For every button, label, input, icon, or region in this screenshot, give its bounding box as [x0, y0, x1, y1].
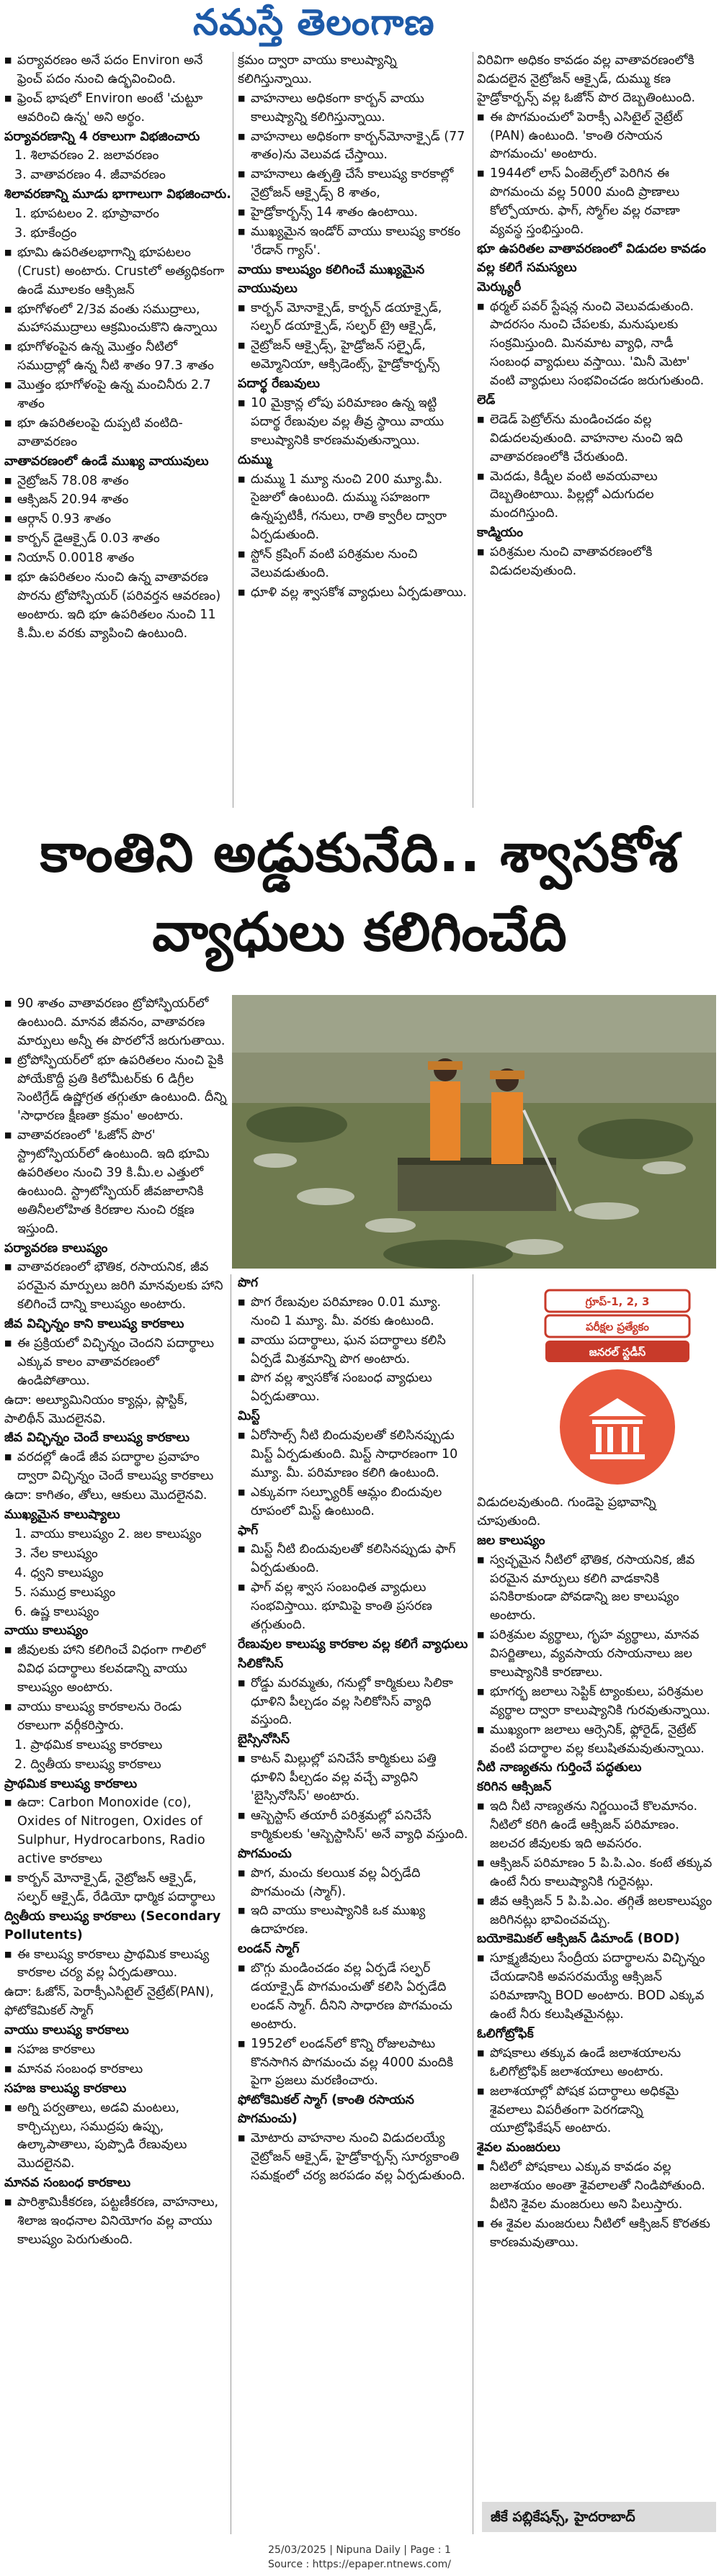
footer-date-line: 25/03/2025 | Nipuna Daily | Page : 1 — [268, 2544, 451, 2556]
paragraph: ఉదా: కాగితం, తోలు, ఆకులు మొదలైనవి. — [4, 1488, 207, 1503]
paragraph: 4. ధ్వని కాలుష్యం — [14, 1565, 104, 1580]
bullet-paragraph: ■ జీవ ఆక్సిజన్ 5 పి.పి.ఎం. తగ్గితే జలకాలుష్యం జరిగినట్లు భావించవచ్చు. — [477, 1893, 715, 1930]
paragraph: 1. వాయు కాలుష్యం 2. జల కాలుష్యం — [14, 1526, 202, 1541]
section-heading: వాయు కాలుష్యం — [4, 1623, 89, 1639]
bullet-paragraph: ■ 10 మైక్రాన్ల లోపు పరిమాణం ఉన్న ఇట్టి పదార్థ రేణువుల వల్ల తీవ్ర స్థాయి వాయు కాలుష్యానికి కారణమవుతున్నాయి. — [238, 395, 468, 451]
section-heading: శిలావరణాన్ని మూడు భాగాలుగా విభజించారు. — [4, 187, 231, 202]
bullet-paragraph: ■ పరిశ్రమల వ్యర్థాలు, గృహ వ్యర్థాలు, మానవ విసర్జితాలు, వ్యవసాయ రసాయనాలు జల కాలుష్యానికి కారణాలు. — [477, 1626, 715, 1683]
section-heading: పర్యావరణాన్ని 4 రకాలుగా విభజించారు — [4, 129, 200, 144]
section-heading: మానవ సంబంధ కారకాలు — [4, 2176, 131, 2191]
bullet-paragraph: ■ వాతావరణంలో భౌతిక, రసాయనిక, జీవ పరమైన మార్పులు జరిగి మానవులకు హాని కలిగించే దాన్ని కాలుష్యం అంటారు. — [4, 1258, 228, 1315]
bullet-paragraph: ■ వాయు పదార్థాలు, ఘన పదార్థాలు కలిసి ఏర్పడే మిశ్రమాన్ని పొగ అంటారు. — [238, 1332, 468, 1369]
section-heading: జీవ విచ్ఛిన్నం కాని కాలుష్య కారకాలు — [4, 1317, 184, 1332]
section-heading: జీవ విచ్ఛిన్నం చెందే కాలుష్య కారకాలు — [4, 1431, 189, 1446]
bullet-paragraph: ■ మానవ సంబంధ కారకాలు — [4, 2061, 228, 2079]
bullet-paragraph: ■ భూమి ఉపరితలభాగాన్ని భూపటలం (Crust) అంటారు. Crustలో అత్యధికంగా ఉండే మూలకం ఆక్సిజన్ — [4, 244, 231, 300]
bullet-paragraph: ■ మిస్ట్ నీటి బిందువులతో కలిసినప్పుడు ఫాగ్ ఏర్పడుతుంది. — [238, 1541, 468, 1578]
river-cleanup-illustration — [232, 995, 716, 1269]
section-heading: బైస్సినోసిస్ — [238, 1732, 290, 1747]
bullet-paragraph: ■ జీవులకు హాని కలిగించే విధంగా గాలిలో వివిధ పదార్థాలు కలవడాన్ని వాయు కాలుష్యం అంటారు. — [4, 1641, 228, 1698]
paragraph: 3. నేల కాలుష్యం — [14, 1546, 98, 1561]
bullet-paragraph: ■ ఈ శైవల మంజరులు నీటిలో ఆక్సిజన్ కొరతకు కారణమవుతాయి. — [477, 2215, 715, 2253]
bullet-paragraph: ■ ఆస్బెస్టాస్ తయారీ పరిశ్రమల్లో పనిచేసే కార్మికులకు 'ఆస్బెస్టాసిస్' అనే వ్యాధి వస్తుంది. — [238, 1807, 468, 1845]
bullet-paragraph: ■ అగ్ని పర్వతాలు, అడవి మంటలు, కార్చిచ్చులు, సముద్రపు ఉప్పు, ఉల్కాపాతాలు, పుప్పొడి రేణువులు మొదలైనవి. — [4, 2099, 228, 2174]
bullet-paragraph: ■ ముఖ్యంగా జలాలు ఆర్సెనిక్, ఫ్లోరైడ్, నైట్రేట్ వంటి పదార్థాల వల్ల కలుషితమవుతున్నాయి. — [477, 1721, 715, 1759]
bullet-paragraph: ■ భూగోళంపైన ఉన్న మొత్తం నీటిలో సముద్రాల్లో ఉన్న నీటి శాతం 97.3 శాతం — [4, 338, 231, 376]
bullet-paragraph: ■ భూ ఉపరితలంపై దుప్పటి వంటిది- వాతావరణం — [4, 415, 231, 452]
bullet-paragraph: ■ కార్బన్ మోనాక్సైడ్, కార్బన్ డయాక్సైడ్, సల్ఫర్ డయాక్సైడ్, సల్ఫర్ ట్రై ఆక్సైడ్, — [238, 300, 468, 337]
bullet-paragraph: ■ ఆర్గాన్ 0.93 శాతం — [4, 510, 231, 529]
paragraph: 1. ప్రాథమిక కాలుష్య కారకాలు — [14, 1737, 163, 1752]
badge-line-1: గ్రూప్-1, 2, 3 — [585, 1295, 650, 1308]
section-heading: సిలికోసిస్ — [238, 1656, 284, 1671]
badge-line-2: పరీక్షల ప్రత్యేకం — [586, 1320, 649, 1333]
section-heading: బయోకెమికల్ ఆక్సిజన్ డిమాండ్ (BOD) — [477, 1932, 680, 1947]
bullet-paragraph: ■ ఎక్కువగా సల్ఫ్యూరిక్ ఆమ్లం బిందువుల రూపంలో మిస్ట్ ఉంటుంది. — [238, 1484, 468, 1521]
bullet-paragraph: ■ రోడ్డు మరమ్మతు, గనుల్లో కార్మికులు సిలికా ధూళిని పీల్చడం వల్ల సిలికోసిస్ వ్యాధి వస్తుంది. — [238, 1675, 468, 1731]
section-heading: పదార్థ రేణువులు — [238, 377, 320, 392]
section-heading: పొగమంచు — [238, 1846, 292, 1861]
bullet-paragraph: ■ దుమ్ము 1 మ్యూ నుంచి 200 మ్యూ.మీ. సైజులో ఉంటుంది. దుమ్ము సహజంగా ఉన్నప్పటికీ, గనులు, రాతి క్వారీల ద్వారా ఏర్పడుతుంది. — [238, 471, 468, 546]
headline-line-2: వ్యాధులు కలిగించేది — [152, 901, 567, 963]
section-heading: శైవల మంజరులు — [477, 2140, 561, 2156]
bullet-paragraph: ■ లెడెడ్ పెట్రోల్‌ను మండించడం వల్ల విడుదలవుతుంది. వాహనాల నుంచి ఇది వాతావరణంలోకి చేరుతుంది. — [477, 411, 715, 467]
section-heading: వాయు కాలుష్యం కలిగించే ముఖ్యమైన వాయువులు — [238, 262, 425, 296]
bullet-paragraph: ■ పొగ వల్ల శ్వాసకోశ సంబంధ వ్యాధులు ఏర్పడుతాయి. — [238, 1369, 468, 1407]
column-3 — [477, 52, 715, 808]
section-heading: నీటి నాణ్యతను గుర్తించే పద్ధతులు — [477, 1760, 642, 1775]
bullet-paragraph: ■ స్వచ్ఛమైన నీటిలో భౌతిక, రసాయనిక, జీవ పరమైన మార్పులు కలిగి వాడకానికి పనికిరాకుండా పోవడాన్ని జల కాలుష్యం అంటారు. — [477, 1552, 715, 1626]
bullet-paragraph: ■ నైట్రోజన్ 78.08 శాతం — [4, 472, 231, 491]
bullet-paragraph: ■ ట్రోపోస్ఫియర్‌లో భూ ఉపరితలం నుంచి పైకి పోయేకొద్దీ ప్రతి కిలోమీటర్‌కు 6 డిగ్రీల సెంటిగ్రేడ్ ఉష్ణోగ్రత తగ్గుతూ ఉంటుంది. దీన్ని 'సాధారణ క్షీణతా క్రమం' అంటారు. — [4, 1052, 228, 1127]
section-heading: ఓలిగోట్రోఫిక్ — [477, 2026, 534, 2041]
bullet-paragraph: ■ పొగ రేణువుల పరిమాణం 0.01 మ్యూ. నుంచి 1 మ్యూ. మీ. వరకు ఉంటుంది. — [238, 1294, 468, 1331]
bullet-paragraph: ■ నైట్రోజన్ ఆక్సైడ్స్, హైడ్రోజన్ సల్ఫైడ్, అమ్మోనియా, ఆక్సిడెంట్స్, హైడ్రోకార్బన్స్ — [238, 337, 468, 374]
bullet-paragraph: ■ భూగర్భ జలాలు సెప్టిక్ ట్యాంకులు, పరిశ్రమల వ్యర్థాల ద్వారా కాలుష్యానికి గురవుతున్నాయి. — [477, 1683, 715, 1721]
section-heading: సహజ కాలుష్య కారకాలు — [4, 2081, 127, 2096]
bullet-paragraph: ■ భూ ఉపరితలం నుంచి ఉన్న వాతావరణ పొరను ట్రోపోస్ఫియర్ (పరివర్తన ఆవరణం) అంటారు. ఇది భూ ఉపరితలం నుంచి 11 కి.మీ.ల వరకు వ్యాపించి ఉంటుంది. — [4, 569, 231, 644]
page-footer — [0, 2543, 719, 2572]
column-1 — [4, 52, 231, 808]
section-heading: ఫాగ్ — [238, 1523, 259, 1538]
headline-banner — [0, 814, 719, 976]
bullet-paragraph: ■ నియాన్ 0.0018 శాతం — [4, 549, 231, 568]
paragraph: 3. వాతావరణం 4. జీవావరణం — [14, 168, 166, 183]
section-heading: పొగ — [238, 1276, 259, 1290]
bullet-paragraph: ■ సూక్ష్మజీవులు సేంద్రీయ పదార్థాలను విచ్ఛిన్నం చేయడానికి అవసరమయ్యే ఆక్సిజన్ పరిమాణాన్ని BOD అంటారు. BOD ఎక్కువ ఉంటే నీరు కలుషితమైనట్లు. — [477, 1950, 715, 2025]
paragraph: 6. ఉష్ణ కాలుష్యం — [14, 1604, 99, 1619]
bullet-paragraph: ■ ఆక్సిజన్ 20.94 శాతం — [4, 491, 231, 510]
section-heading: రేణువుల కాలుష్య కారకాల వల్ల కలిగే వ్యాధులు — [238, 1636, 468, 1652]
section-heading: జల కాలుష్యం — [477, 1533, 545, 1548]
bullet-paragraph: ■ ఇది వాయు కాలుష్యానికి ఒక ముఖ్య ఉదాహరణ. — [238, 1902, 468, 1940]
paragraph: ఉదా: అల్యూమినియం క్యాన్లు, ప్లాస్టిక్, పాలిథీన్ మొదలైనవి. — [4, 1392, 188, 1426]
headline-line-1: కాంతిని అడ్డుకునేది.. శ్వాసకోశ — [40, 822, 679, 884]
bullet-paragraph: ■ మోటారు వాహనాల నుంచి విడుదలయ్యే నైట్రోజన్ ఆక్సైడ్, హైడ్రోకార్బన్స్ సూర్యకాంతి సమక్షంలో చర్య జరపడం వల్ల ఏర్పడుతుంది. — [238, 2130, 468, 2186]
bullet-paragraph: ■ వాయు కాలుష్య కారకాలను రెండు రకాలుగా వర్గీకరిస్తారు. — [4, 1698, 228, 1736]
bullet-paragraph: ■ స్టోన్ క్రషింగ్ వంటి పరిశ్రమల నుంచి వెలువడుతుంది. — [238, 546, 468, 583]
section-heading: దుమ్ము — [238, 452, 272, 467]
masthead-logo: నమస్తే తెలంగాణ — [193, 1, 435, 43]
bullet-paragraph: ■ బొగ్గు మండించడం వల్ల ఏర్పడే సల్ఫర్ డయాక్సైడ్ పొగమంచుతో కలిసి ఏర్పడేది లండన్ స్మాగ్. దీనిని సాధారణ పొగమంచు అంటారు. — [238, 1960, 468, 2035]
paragraph: విడుదలవుతుంది. గుండెపై ప్రభావాన్ని చూపుతుంది. — [477, 1495, 656, 1528]
publisher-credit: జీకే పబ్లికేషన్స్, హైదరాబాద్ — [482, 2502, 716, 2532]
bullet-paragraph: ■ ముఖ్యమైన ఇండోర్ వాయు కాలుష్య కారకం 'రేడాన్ గ్యాస్'. — [238, 223, 468, 261]
bullet-paragraph: ■ ఫ్రెంచ్ భాషలో Environ అంటే 'చుట్టూ ఆవరించి ఉన్న' అని అర్థం. — [4, 90, 231, 127]
paragraph: 1. భూపటలం 2. భూప్రావారం — [14, 207, 159, 222]
bullet-paragraph: ■ ఫాగ్ వల్ల శ్వాస సంబంధిత వ్యాధులు సంభవిస్తాయి. భూమిపై కాంతి ప్రసరణ తగ్గుతుంది. — [238, 1579, 468, 1635]
section-heading: భూ ఉపరితల వాతావరణంలో విడుదల కావడం వల్ల కలిగే సమస్యలు — [477, 241, 706, 275]
bullet-paragraph: ■ వరదల్లో ఉండే జీవ పదార్థాల ప్రవాహం ద్వారా విచ్ఛిన్నం చెందే కాలుష్య కారకాలు — [4, 1449, 228, 1486]
paragraph: 5. సముద్ర కాలుష్యం — [14, 1585, 116, 1600]
section-heading: కరిగిన ఆక్సిజన్ — [477, 1780, 552, 1795]
bullet-paragraph: ■ 1952లో లండన్‌లో కొన్ని రోజులపాటు కొనసాగిన పొగమంచు వల్ల 4000 మందికి పైగా ప్రజలు మరణించారు. — [238, 2035, 468, 2091]
bullet-paragraph: ■ వాతావరణంలో 'ఓజోన్ పొర' స్ట్రాటోస్ఫియర్‌లో ఉంటుంది. ఇది భూమి ఉపరితలం నుంచి 39 కి.మీ.ల ఎత్తులో ఉంటుంది. స్ట్రాటోస్ఫియర్ జీవజాలానికి అతినీలలోహిత కిరణాల నుంచి రక్షణ ఇస్తుంది. — [4, 1127, 228, 1238]
bullet-paragraph: ■ పర్యావరణం అనే పదం Environ అనే ఫ్రెంచ్ పదం నుంచి ఉద్భవించింది. — [4, 52, 231, 89]
bullet-paragraph: ■ పరిశ్రమల నుంచి వాతావరణంలోకి విడుదలవుతుంది. — [477, 544, 715, 581]
bullet-paragraph: ■ కార్బన్ మోనాక్సైడ్, నైట్రోజన్ ఆక్సైడ్, సల్ఫర్ ఆక్సైడ్, రేడియో ధార్మిక పదార్థాలు — [4, 1870, 228, 1907]
bullet-paragraph: ■ 90 శాతం వాతావరణం ట్రోపోస్ఫియర్‌లో ఉంటుంది. మానవ జీవనం, వాతావరణ మార్పులు అన్నీ ఈ పొరలోనే జరుగుతాయి. — [4, 995, 228, 1051]
paragraph: 2. ద్వితీయ కాలుష్య కారకాలు — [14, 1757, 161, 1772]
bullet-paragraph: ■ పారిశ్రామికీకరణ, పట్టణీకరణ, వాహనాలు, శిలాజ ఇంధనాల వినియోగం వల్ల వాయు కాలుష్యం పెరుగుతుంది. — [4, 2194, 228, 2250]
section-heading: లెడ్ — [477, 393, 496, 408]
section-heading: ప్రాథమిక కాలుష్య కారకాలు — [4, 1776, 138, 1791]
section-heading: వాతావరణంలో ఉండే ముఖ్య వాయువులు — [4, 454, 209, 469]
column-4 — [4, 995, 228, 2536]
exam-special-badge — [538, 1283, 697, 1488]
footer-source-line: Source : https://epaper.ntnews.com/ — [267, 2559, 452, 2570]
bullet-paragraph: ■ మొత్తం భూగోళంపై ఉన్న మంచినీరు 2.7 శాతం — [4, 377, 231, 414]
column-2 — [238, 52, 468, 808]
paragraph: క్రమం ద్వారా వాయు కాలుష్యాన్ని కలిగిస్తున్నాయి. — [238, 53, 397, 86]
paragraph: విరివిగా అధికం కావడం వల్ల వాతావరణంలోకి విడుదలైన నైట్రోజన్ ఆక్సైడ్, దుమ్ము కణ హైడ్రోకార్బన్స్ వల్ల ఓజోన్ పొర దెబ్బతింటుంది. — [477, 53, 696, 105]
bullet-paragraph: ■ ఈ ప్రక్రియలో విచ్ఛిన్నం చెందని పదార్థాలు ఎక్కువ కాలం వాతావరణంలో ఉండిపోతాయి. — [4, 1335, 228, 1391]
badge-line-3: జనరల్ స్టడీస్ — [589, 1346, 646, 1359]
bullet-paragraph: ■ ఇది నీటి నాణ్యతను నిర్ణయించే కొలమానం. నీటిలో కరిగి ఉండే ఆక్సిజన్ పరిమాణం. జలచర జీవులకు ఇది అవసరం. — [477, 1798, 715, 1854]
bullet-paragraph: ■ హైడ్రోకార్బన్స్ 14 శాతం ఉంటాయి. — [238, 204, 468, 222]
bullet-paragraph: ■ కార్బన్ డైఆక్సైడ్ 0.03 శాతం — [4, 530, 231, 549]
section-heading: లండన్ స్మాగ్ — [238, 1942, 300, 1957]
bullet-paragraph: ■ ఈ పొగమంచులో పెరాక్సీ ఎసిటైల్ నైట్రేట్ (PAN) ఉంటుంది. 'కాంతి రసాయన పొగమంచు' అంటారు. — [477, 109, 715, 165]
government-building-icon — [538, 1283, 697, 1488]
section-heading: కాడ్మియం — [477, 526, 524, 541]
bullet-paragraph: ■ నీటిలో పోషకాలు ఎక్కువ కావడం వల్ల జలాశయం అంతా శైవలాలతో నిండిపోతుంది. వీటిని శైవల మంజరులు అని పిలుస్తారు. — [477, 2158, 715, 2215]
bullet-paragraph: ■ థర్మల్ పవర్ స్టేషన్ల నుంచి వెలువడుతుంది. పాదరసం నుంచి చేపలకు, మనుషులకు సంక్రమిస్తుంది. మినమాట వ్యాధి, నాడీ సంబంధ వ్యాధులు వస్తాయి. 'మినీ మెటా' వంటి వ్యాధులు సంభవించడం జరుగుతుంది. — [477, 298, 715, 391]
bullet-paragraph: ■ ఆక్సిజన్ పరిమాణం 5 పి.పి.ఎం. కంటే తక్కువ ఉంటే నీరు కాలుష్యానికి గురైనట్లు. — [477, 1855, 715, 1892]
bullet-paragraph: ■ జలాశయాల్లో పోషక పదార్థాలు అధికమై శైవలాలు విపరీతంగా పెరగడాన్ని యూట్రోఫికేషన్ అంటారు. — [477, 2083, 715, 2139]
bullet-paragraph: ■ 1944లో లాస్ ఏంజెల్స్‌లో పెరిగిన ఈ పొగమంచు వల్ల 5000 మంది ప్రాణాలు కోల్పోయారు. ఫాగ్, స్మోగ్‌ల వల్ల రవాణా వ్యవస్థ స్తంభిస్తుంది. — [477, 165, 715, 240]
paragraph: 1. శిలావరణం 2. జలావరణం — [14, 148, 159, 163]
bullet-paragraph: ■ ఈ కాలుష్య కారకాలు ప్రాథమిక కాలుష్య కారకాల చర్య వల్ల ఏర్పడుతాయి. — [4, 1946, 228, 1983]
bullet-paragraph: ■ వాహనాలు అధికంగా కార్బన్‌మోనాక్సైడ్ (77 శాతం)ను వెలువడ చేస్తాయి. — [238, 128, 468, 166]
bullet-paragraph: ■ కాటన్ మిల్లుల్లో పనిచేసే కార్మికులు పత్తి ధూళిని పీల్చడం వల్ల వచ్చే వ్యాధిని 'బైస్సినోసిస్' అంటారు. — [238, 1750, 468, 1806]
bullet-paragraph: ■ సహజ కారకాలు — [4, 2041, 228, 2060]
column-6 — [477, 1494, 715, 2498]
section-heading: మిస్ట్ — [238, 1409, 260, 1424]
bullet-paragraph: ■ ధూళి వల్ల శ్వాసకోశ వ్యాధులు ఏర్పడుతాయి. — [238, 584, 468, 603]
bullet-paragraph: ■ వాహనాలు అధికంగా కార్బన్ వాయు కాలుష్యాన్ని కలిగిస్తున్నాయి. — [238, 90, 468, 127]
bullet-paragraph: ■ వాహనాలు ఉత్పత్తి చేసే కాలుష్య కారకాల్లో నైట్రోజన్ ఆక్సైడ్స్ 8 శాతం, — [238, 166, 468, 203]
section-heading: మెర్క్యురీ — [477, 279, 522, 294]
bullet-paragraph: ■ పొగ, మంచు కలయిక వల్ల ఏర్పడేది పొగమంచు (స్మాగ్). — [238, 1865, 468, 1902]
bullet-paragraph: ■ ఉదా: Carbon Monoxide (co), Oxides of Nitrogen, Oxides of Sulphur, Hydrocarbons, Radio active కారకాలు — [4, 1794, 228, 1869]
section-heading: ఫోటోకెమికల్ స్మాగ్ (కాంతి రసాయన పొగమంచు) — [238, 2093, 414, 2127]
paragraph: 3. భూకేంద్రం — [14, 226, 77, 241]
bullet-paragraph: ■ మెదడు, కిడ్నీల వంటి అవయవాలు దెబ్బతింటాయి. పిల్లల్లో ఎదుగుదల మందగిస్తుంది. — [477, 468, 715, 524]
section-heading: ద్వితీయ కాలుష్య కారకాలు (Secondary Pollutents) — [4, 1909, 221, 1942]
masthead — [0, 0, 719, 50]
cleanup-workers-photo — [232, 995, 716, 1269]
bullet-paragraph: ■ భూగోళంలో 2/3వ వంతు సముద్రాలు, మహాసముద్రాలు ఆక్రమించుకొని ఉన్నాయి — [4, 301, 231, 338]
bullet-paragraph: ■ ఏరోసాల్స్ నీటి బిందువులతో కలిసినప్పుడు మిస్ట్ ఏర్పడుతుంది. మిస్ట్ సాధారణంగా 10 మ్యూ. మీ. పరిమాణం కలిగి ఉంటుంది. — [238, 1427, 468, 1483]
column-5 — [238, 1274, 468, 2534]
section-heading: పర్యావరణ కాలుష్యం — [4, 1240, 108, 1256]
section-heading: వాయు కాలుష్య కారకాలు — [4, 2023, 129, 2038]
section-heading: ముఖ్యమైన కాలుష్యాలు — [4, 1508, 120, 1523]
bullet-paragraph: ■ పోషకాలు తక్కువ ఉండే జలాశయాలను ఓలిగోట్రోఫిక్ జలాశయాలు అంటారు. — [477, 2045, 715, 2082]
paragraph: ఉదా: ఓజోన్, పెరాక్సీఎసిటైల్ నైట్రేట్(PAN), ఫోటోకెమికల్ స్మాగ్ — [4, 1985, 214, 2019]
